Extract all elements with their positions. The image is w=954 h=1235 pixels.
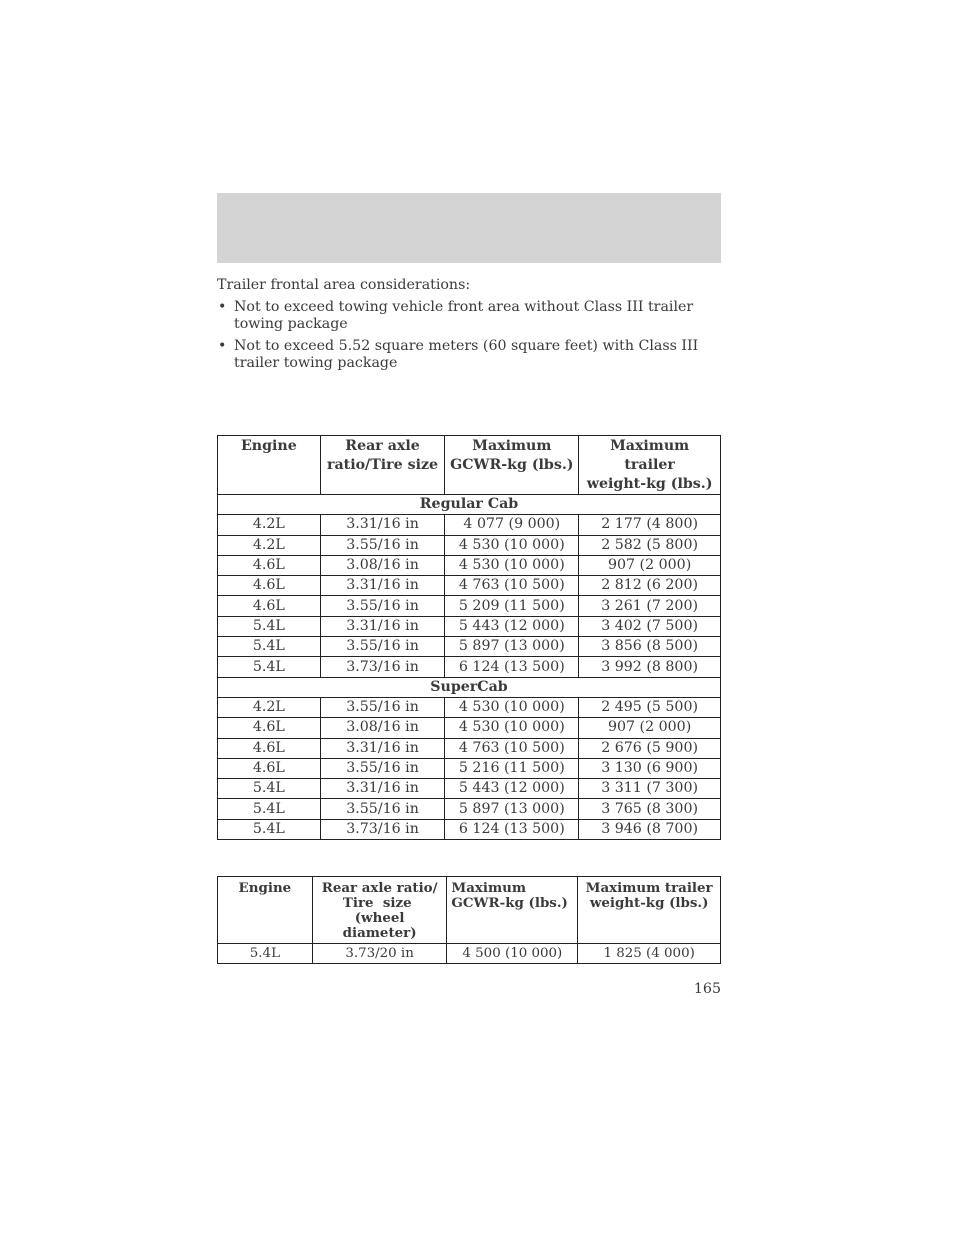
cell-trailer-weight: 2 812 (6 200) bbox=[579, 576, 721, 596]
table-row bbox=[218, 758, 721, 778]
table-row bbox=[218, 657, 721, 677]
cell-engine: 4.6L bbox=[218, 718, 321, 738]
table-row bbox=[218, 738, 721, 758]
cell-engine: 4.6L bbox=[218, 596, 321, 616]
cell-axle-ratio: 3.08/16 in bbox=[320, 718, 445, 738]
cell-engine: 5.4L bbox=[218, 799, 321, 819]
cell-axle-ratio: 3.55/16 in bbox=[320, 758, 445, 778]
section-header-bar bbox=[217, 193, 721, 263]
header-trailer-weight: Maximum trailer weight-kg (lbs.) bbox=[579, 436, 721, 495]
cell-engine: 5.4L bbox=[218, 819, 321, 839]
cell-trailer-weight: 3 402 (7 500) bbox=[579, 616, 721, 636]
cell-gcwr: 5 897 (13 000) bbox=[445, 637, 579, 657]
cell-gcwr: 5 443 (12 000) bbox=[445, 779, 579, 799]
table-header-row bbox=[218, 436, 721, 495]
cell-gcwr: 4 763 (10 500) bbox=[445, 576, 579, 596]
cell-gcwr: 4 500 (10 000) bbox=[447, 944, 578, 964]
cell-gcwr: 4 530 (10 000) bbox=[445, 535, 579, 555]
cell-axle-ratio: 3.73/16 in bbox=[320, 819, 445, 839]
cell-trailer-weight: 3 765 (8 300) bbox=[579, 799, 721, 819]
cell-engine: 4.2L bbox=[218, 697, 321, 717]
table-body bbox=[218, 495, 721, 840]
cell-axle-ratio: 3.31/16 in bbox=[320, 515, 445, 535]
cell-axle-ratio: 3.31/16 in bbox=[320, 616, 445, 636]
table-row bbox=[218, 535, 721, 555]
cell-axle-ratio: 3.31/16 in bbox=[320, 779, 445, 799]
table-row bbox=[218, 515, 721, 535]
cell-engine: 5.4L bbox=[218, 637, 321, 657]
towing-capacity-table bbox=[217, 435, 721, 840]
cell-axle-ratio: 3.08/16 in bbox=[320, 555, 445, 575]
page-number: 165 bbox=[693, 981, 721, 997]
table-row bbox=[218, 779, 721, 799]
towing-capacity-table-20in bbox=[217, 876, 721, 964]
cell-gcwr: 4 763 (10 500) bbox=[445, 738, 579, 758]
group-label: SuperCab bbox=[218, 677, 721, 697]
cell-trailer-weight: 907 (2 000) bbox=[579, 555, 721, 575]
table-row bbox=[218, 718, 721, 738]
bullet-icon: • bbox=[218, 299, 227, 315]
intro-section bbox=[217, 277, 727, 377]
bullet-text: Not to exceed towing vehicle front area without Class III trailer towing package bbox=[234, 299, 694, 332]
cell-engine: 5.4L bbox=[218, 657, 321, 677]
cell-gcwr: 4 530 (10 000) bbox=[445, 718, 579, 738]
cell-trailer-weight: 2 177 (4 800) bbox=[579, 515, 721, 535]
cell-axle-ratio: 3.31/16 in bbox=[320, 738, 445, 758]
header-gcwr: Maximum GCWR-kg (lbs.) bbox=[447, 877, 578, 944]
cell-axle-ratio: 3.55/16 in bbox=[320, 637, 445, 657]
cell-engine: 5.4L bbox=[218, 944, 313, 964]
cell-gcwr: 4 077 (9 000) bbox=[445, 515, 579, 535]
header-trailer-weight: Maximum trailer weight-kg (lbs.) bbox=[578, 877, 721, 944]
bullet-icon: • bbox=[218, 338, 227, 354]
cell-trailer-weight: 2 676 (5 900) bbox=[579, 738, 721, 758]
cell-gcwr: 4 530 (10 000) bbox=[445, 697, 579, 717]
cell-axle-ratio: 3.55/16 in bbox=[320, 596, 445, 616]
cell-trailer-weight: 2 495 (5 500) bbox=[579, 697, 721, 717]
table-row bbox=[218, 697, 721, 717]
cell-gcwr: 5 209 (11 500) bbox=[445, 596, 579, 616]
table-header-row bbox=[218, 877, 721, 944]
table-row bbox=[218, 637, 721, 657]
header-rear-axle: Rear axle ratio/ Tire size (wheel diameter) bbox=[312, 877, 447, 944]
cell-gcwr: 5 897 (13 000) bbox=[445, 799, 579, 819]
header-rear-axle: Rear axle ratio/Tire size bbox=[320, 436, 445, 495]
cell-engine: 4.2L bbox=[218, 515, 321, 535]
cell-axle-ratio: 3.55/16 in bbox=[320, 697, 445, 717]
cell-trailer-weight: 3 946 (8 700) bbox=[579, 819, 721, 839]
cell-axle-ratio: 3.73/16 in bbox=[320, 657, 445, 677]
group-header-row bbox=[218, 677, 721, 697]
cell-engine: 4.6L bbox=[218, 576, 321, 596]
cell-trailer-weight: 2 582 (5 800) bbox=[579, 535, 721, 555]
bullet-item bbox=[217, 338, 727, 372]
cell-gcwr: 6 124 (13 500) bbox=[445, 657, 579, 677]
table-body bbox=[218, 944, 721, 964]
cell-gcwr: 5 216 (11 500) bbox=[445, 758, 579, 778]
cell-engine: 4.6L bbox=[218, 758, 321, 778]
cell-trailer-weight: 3 261 (7 200) bbox=[579, 596, 721, 616]
cell-axle-ratio: 3.73/20 in bbox=[312, 944, 447, 964]
cell-trailer-weight: 1 825 (4 000) bbox=[578, 944, 721, 964]
bullet-text: Not to exceed 5.52 square meters (60 square feet) with Class III trailer towing package bbox=[234, 338, 699, 371]
cell-gcwr: 6 124 (13 500) bbox=[445, 819, 579, 839]
table-row bbox=[218, 799, 721, 819]
cell-axle-ratio: 3.55/16 in bbox=[320, 535, 445, 555]
cell-engine: 5.4L bbox=[218, 616, 321, 636]
cell-trailer-weight: 3 856 (8 500) bbox=[579, 637, 721, 657]
table-row bbox=[218, 616, 721, 636]
cell-trailer-weight: 3 992 (8 800) bbox=[579, 657, 721, 677]
bullet-item bbox=[217, 299, 727, 333]
cell-engine: 4.6L bbox=[218, 555, 321, 575]
table-row bbox=[218, 596, 721, 616]
cell-trailer-weight: 3 311 (7 300) bbox=[579, 779, 721, 799]
group-label: Regular Cab bbox=[218, 495, 721, 515]
cell-gcwr: 5 443 (12 000) bbox=[445, 616, 579, 636]
cell-engine: 4.2L bbox=[218, 535, 321, 555]
group-header-row bbox=[218, 495, 721, 515]
cell-engine: 4.6L bbox=[218, 738, 321, 758]
header-engine: Engine bbox=[218, 436, 321, 495]
cell-engine: 5.4L bbox=[218, 779, 321, 799]
header-engine: Engine bbox=[218, 877, 313, 944]
cell-gcwr: 4 530 (10 000) bbox=[445, 555, 579, 575]
cell-trailer-weight: 3 130 (6 900) bbox=[579, 758, 721, 778]
header-gcwr: Maximum GCWR-kg (lbs.) bbox=[445, 436, 579, 495]
table-row bbox=[218, 555, 721, 575]
cell-axle-ratio: 3.55/16 in bbox=[320, 799, 445, 819]
intro-heading: Trailer frontal area considerations: bbox=[217, 277, 471, 293]
table-row bbox=[218, 819, 721, 839]
table-row bbox=[218, 576, 721, 596]
table-row bbox=[218, 944, 721, 964]
cell-trailer-weight: 907 (2 000) bbox=[579, 718, 721, 738]
cell-axle-ratio: 3.31/16 in bbox=[320, 576, 445, 596]
